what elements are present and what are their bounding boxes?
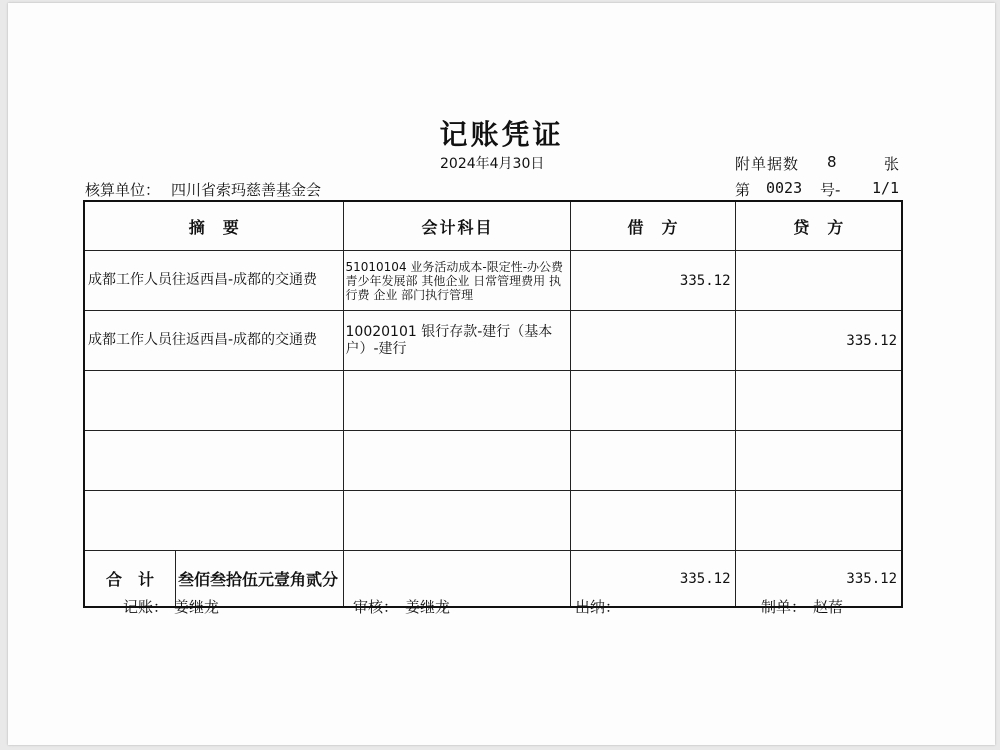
row-summary [84, 371, 343, 431]
row-credit: 335.12 [735, 311, 902, 371]
voucher-title: 记账凭证 [439, 118, 564, 151]
voucher-date: 2024年4月30日 [440, 156, 545, 172]
row-debit [570, 431, 735, 491]
accounting-unit-label: 核算单位： [85, 181, 161, 199]
table-row [84, 431, 902, 491]
voucher-table [83, 200, 903, 608]
row-subject [343, 371, 570, 431]
row-summary: 成都工作人员往返西昌-成都的交通费 [84, 311, 343, 371]
voucher-page-number: 1/1 [872, 179, 900, 197]
bookkeeper-label: 记账： [123, 598, 169, 616]
row-debit [570, 491, 735, 551]
row-debit [570, 311, 735, 371]
row-subject [343, 431, 570, 491]
row-subject: 10020101 银行存款-建行（基本户）-建行 [343, 311, 570, 371]
total-label: 合计 [85, 551, 176, 606]
row-summary [84, 431, 343, 491]
table-row [84, 251, 902, 311]
header-credit: 贷方 [735, 201, 902, 251]
row-credit [735, 371, 902, 431]
table-row [84, 371, 902, 431]
accounting-unit-value: 四川省索玛慈善基金会 [171, 181, 322, 199]
row-debit: 335.12 [570, 251, 735, 311]
cashier-label: 出纳： [575, 598, 621, 616]
header-debit: 借方 [570, 201, 735, 251]
reviewer-label: 审核： [353, 598, 399, 616]
attachments-count: 8 [827, 153, 837, 171]
attachments-unit: 张 [884, 155, 900, 173]
preparer-label: 制单： [761, 598, 807, 616]
header-subject: 会计科目 [343, 201, 570, 251]
table-header-row [84, 201, 902, 251]
row-credit [735, 251, 902, 311]
reviewer-name: 姜继龙 [405, 598, 451, 616]
table-row [84, 311, 902, 371]
row-credit [735, 431, 902, 491]
voucher-no-suffix: 号- [820, 181, 841, 199]
header-summary: 摘要 [84, 201, 343, 251]
row-credit [735, 491, 902, 551]
voucher-no-value: 0023 [766, 179, 803, 197]
total-amount-words: 叁佰叁拾伍元壹角贰分 [178, 570, 339, 589]
row-summary [84, 491, 343, 551]
row-subject: 51010104 业务活动成本-限定性-办公费 青少年发展部 其他企业 日常管理费用 执行费 企业 部门执行管理 [343, 251, 570, 311]
table-row [84, 491, 902, 551]
voucher-paper [8, 3, 995, 745]
total-credit: 335.12 [735, 551, 902, 608]
total-debit: 335.12 [570, 551, 735, 608]
row-summary: 成都工作人员往返西昌-成都的交通费 [84, 251, 343, 311]
voucher-no-prefix: 第 [735, 181, 751, 199]
preparer-name: 赵蓓 [813, 598, 844, 616]
row-subject [343, 491, 570, 551]
bookkeeper-name: 姜继龙 [174, 598, 220, 616]
attachments-label: 附单据数 [735, 155, 800, 173]
row-debit [570, 371, 735, 431]
